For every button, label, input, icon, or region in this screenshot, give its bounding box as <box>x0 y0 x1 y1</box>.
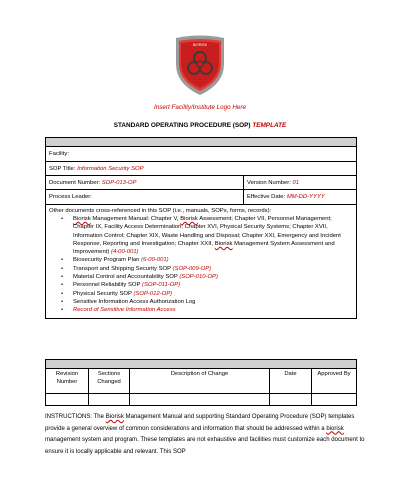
col-revision-number: Revision Number <box>46 369 89 394</box>
other-docs-label: Other documents cross-referenced in this SOP (i.e., manuals, SOPs, forms, records): <box>49 208 272 214</box>
sop-title-value: Information Security SOP <box>77 165 144 172</box>
doc-number-row <box>46 176 357 190</box>
version-value: 01 <box>292 179 300 186</box>
col-date: Date <box>270 369 312 394</box>
effective-date-label: Effective Date: <box>247 194 286 200</box>
title-red: TEMPLATE <box>252 122 287 129</box>
references-row <box>46 205 357 319</box>
revision-header-bar <box>46 360 357 369</box>
list-item: • Transport and Shipping Security SOP (SOP-009-OP) <box>73 265 353 273</box>
sop-title-label: SOP Title: <box>49 165 76 172</box>
list-item: • Material Control and Accountability SOP (SOP-010-OP) <box>73 273 353 281</box>
doc-number-label: Document Number: <box>49 179 101 186</box>
logo-text: BIORISK <box>192 43 208 47</box>
doc-number-value: SOP-013-OP <box>101 179 137 186</box>
col-description: Description of Change <box>130 369 270 394</box>
revision-history-table <box>45 359 357 406</box>
version-label: Version Number: <box>247 179 291 186</box>
list-item: • Record of Sensitive Information Access <box>73 306 353 314</box>
list-item: • Sensitive Information Access Authorization Log <box>73 298 353 306</box>
sop-info-table <box>45 137 357 319</box>
revision-column-headers <box>46 369 357 394</box>
page-title <box>0 122 400 129</box>
process-leader-row <box>46 190 357 205</box>
col-sections-changed: Sections Changed <box>89 369 130 394</box>
process-leader-label: Process Leader: <box>49 194 92 200</box>
list-item: • Biorisk Management Manual: Chapter V, Biorisk Assessment; Chapter VII, Personnel Management; Chapter IX, Facility Access Determination; Chapter XVI, Physical Security Systems; Chapter XVII, Information Control; Chapter XIX, Waste Handling and Disposal; Chapter XXI, Emergency and Incident Response, Reporting and Investigation; Chapter XXII, Biorisk Management System Assessment and Improvement) (4-00-001) <box>73 215 353 256</box>
references-list <box>49 215 353 315</box>
sop-title-row <box>46 162 357 176</box>
facility-label: Facility: <box>49 151 69 157</box>
title-black: STANDARD OPERATING PROCEDURE (SOP) <box>113 122 251 129</box>
col-approved-by: Approved By <box>312 369 357 394</box>
list-item: • Personnel Reliability SOP (SOP-011-OP) <box>73 281 353 289</box>
insert-logo-placeholder: Insert Facility/Institute Logo Here <box>153 104 247 111</box>
list-item: • Physical Security SOP (SOP-012-OP) <box>73 290 353 298</box>
table-row <box>46 394 357 406</box>
facility-row <box>46 147 357 162</box>
info-header-row <box>46 138 357 147</box>
list-item: • Biosecurity Program Plan (6-00-001) <box>73 256 353 264</box>
instructions-paragraph: INSTRUCTIONS: The Biorisk Management Manual and supporting Standard Operating Procedure (SOP) templates provide a general overview of common considerations and information that should be addressed within a biorisk management system and program. These templates are not exhaustive and facilities must customize each document to ensure it is locally applicable and relevant. This SOP <box>45 414 365 455</box>
effective-date-value: MM-DD-YYYY <box>286 194 325 200</box>
